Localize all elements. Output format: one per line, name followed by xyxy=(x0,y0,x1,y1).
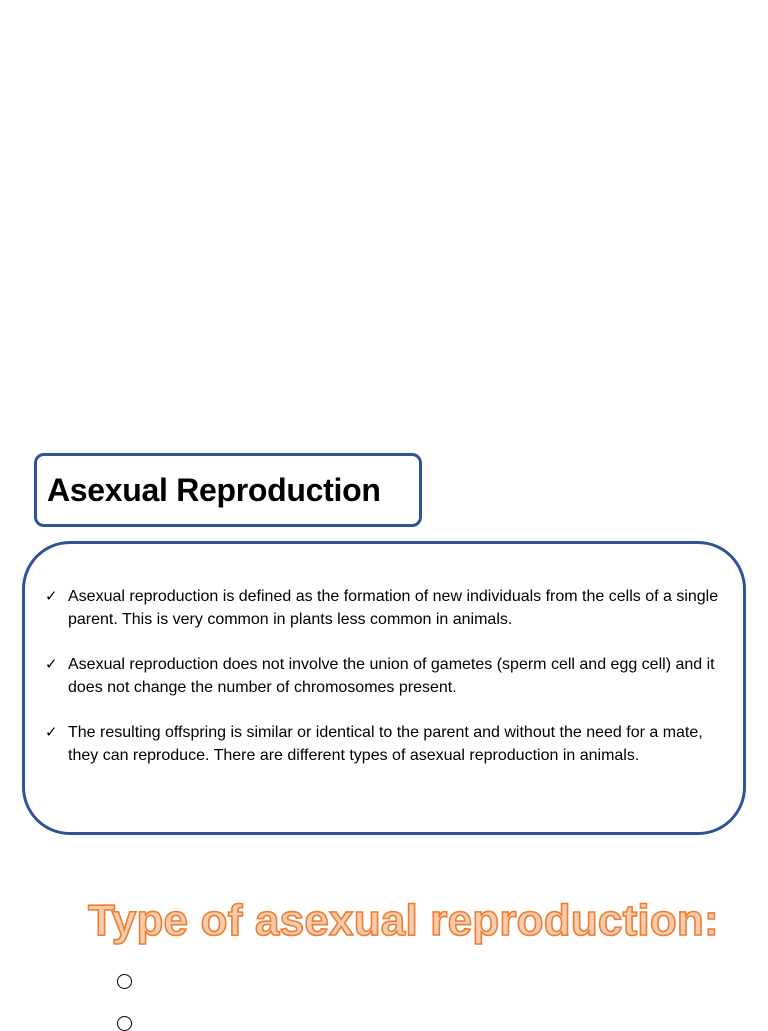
bullet-text: Asexual reproduction does not involve the union of gametes (sperm cell and egg cell) and it does not change the number of chromosomes present. xyxy=(68,656,715,696)
bullet-text: Asexual reproduction is defined as the formation of new individuals from the cells of a single parent. This is very common in plants less common in animals. xyxy=(68,588,719,628)
title-box xyxy=(34,453,422,527)
types-heading: Type of asexual reproduction: xyxy=(88,896,719,945)
list-item xyxy=(45,585,725,631)
checkmark-icon: ✓ xyxy=(45,588,58,605)
checkmark-icon: ✓ xyxy=(45,724,58,741)
checkmark-icon: ✓ xyxy=(45,656,58,673)
list-item xyxy=(45,653,725,699)
circle-bullet-icon xyxy=(117,974,132,989)
page-title: Asexual Reproduction xyxy=(47,472,381,508)
content-box xyxy=(22,541,746,835)
list-item xyxy=(45,721,725,767)
bullet-text: The resulting offspring is similar or identical to the parent and without the need for a mate, they can reproduce. There are different types of asexual reproduction in animals. xyxy=(68,724,703,764)
bullet-list xyxy=(45,585,725,767)
